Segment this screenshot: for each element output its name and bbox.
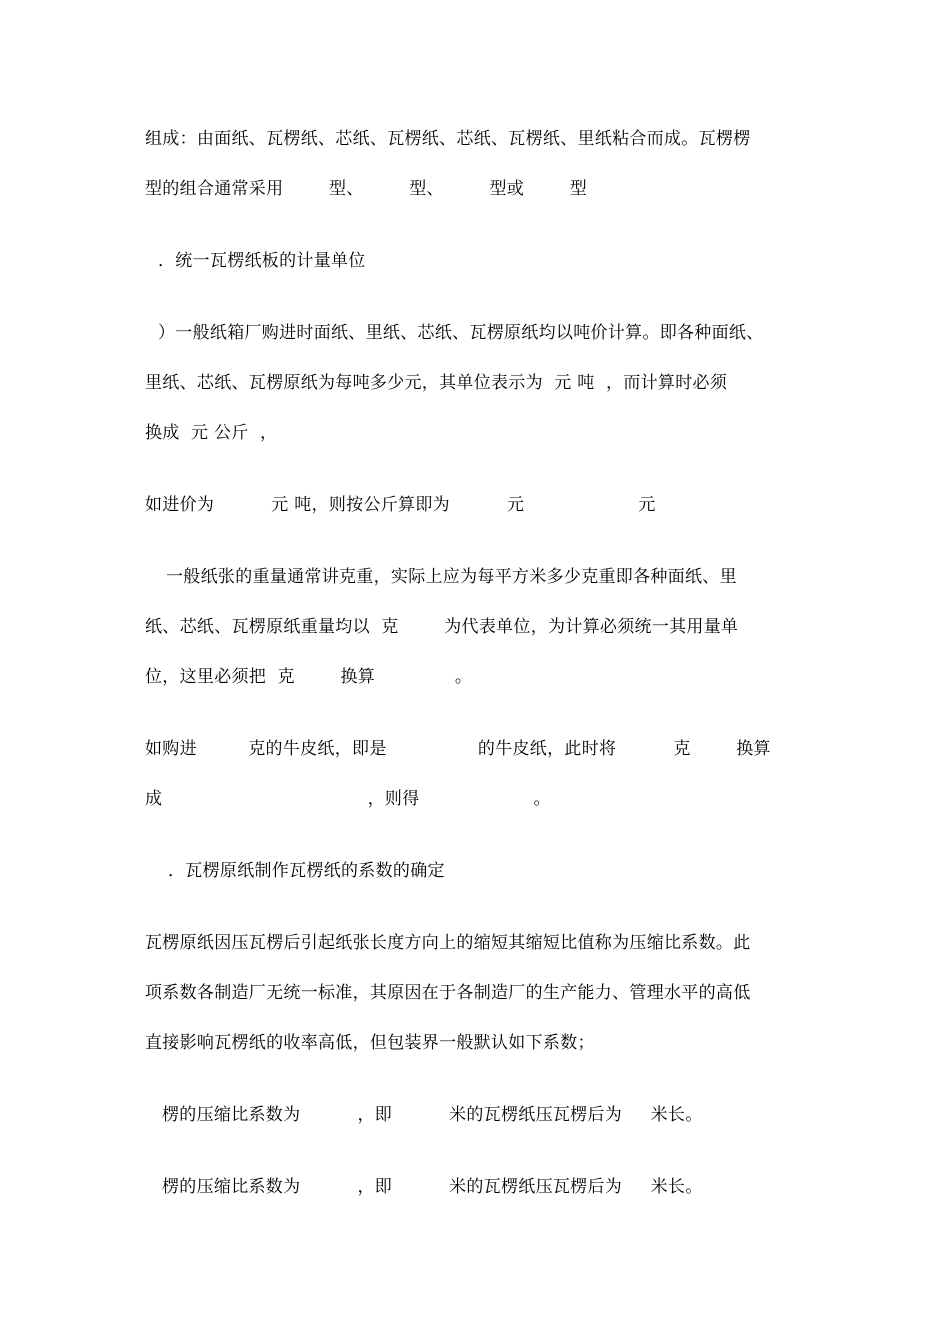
section-heading-coefficient: ．瓦楞原纸制作瓦楞纸的系数的确定 xyxy=(168,861,445,881)
text-line-4: ）一般纸箱厂购进时面纸、里纸、芯纸、瓦楞原纸均以吨价计算。即各种面纸、 xyxy=(158,323,764,343)
text-line-18: 楞的压缩比系数为 ，即 米的瓦楞纸压瓦楞后为 米长。 xyxy=(162,1177,703,1197)
section-heading-unit: ．统一瓦楞纸板的计量单位 xyxy=(158,251,366,271)
text-line-14: 瓦楞原纸因压瓦楞后引起纸张长度方向上的缩短其缩短比值称为压缩比系数。此 xyxy=(145,933,751,953)
text-line-5: 里纸、芯纸、瓦楞原纸为每吨多少元，其单位表示为 元 吨 ，而计算时必须 xyxy=(145,373,728,393)
text-line-6: 换成 元 公斤 ， xyxy=(145,423,278,443)
text-line-9: 纸、芯纸、瓦楞原纸重量均以 克 为代表单位，为计算必须统一其用量单 xyxy=(145,617,739,637)
text-line-16: 直接影响瓦楞纸的收率高低，但包装界一般默认如下系数； xyxy=(145,1033,595,1053)
text-line-8: 一般纸张的重量通常讲克重，实际上应为每平方米多少克重即各种面纸、里 xyxy=(166,567,737,587)
text-line-10: 位，这里必须把 克 换算 。 xyxy=(145,667,473,687)
text-line-15: 项系数各制造厂无统一标准，其原因在于各制造厂的生产能力、管理水平的高低 xyxy=(145,983,751,1003)
text-line-2: 型的组合通常采用 型、 型、 型或 型 xyxy=(145,179,588,199)
text-line-11: 如购进 克的牛皮纸，即是 的牛皮纸，此时将 克 换算 xyxy=(145,739,771,759)
text-line-17: 楞的压缩比系数为 ，即 米的瓦楞纸压瓦楞后为 米长。 xyxy=(162,1105,703,1125)
text-line-7: 如进价为 元 吨，则按公斤算即为 元 元 xyxy=(145,495,656,515)
text-line-12: 成 ，则得 。 xyxy=(145,789,551,809)
text-line-1: 组成：由面纸、瓦楞纸、芯纸、瓦楞纸、芯纸、瓦楞纸、里纸粘合而成。瓦楞楞 xyxy=(145,129,751,149)
